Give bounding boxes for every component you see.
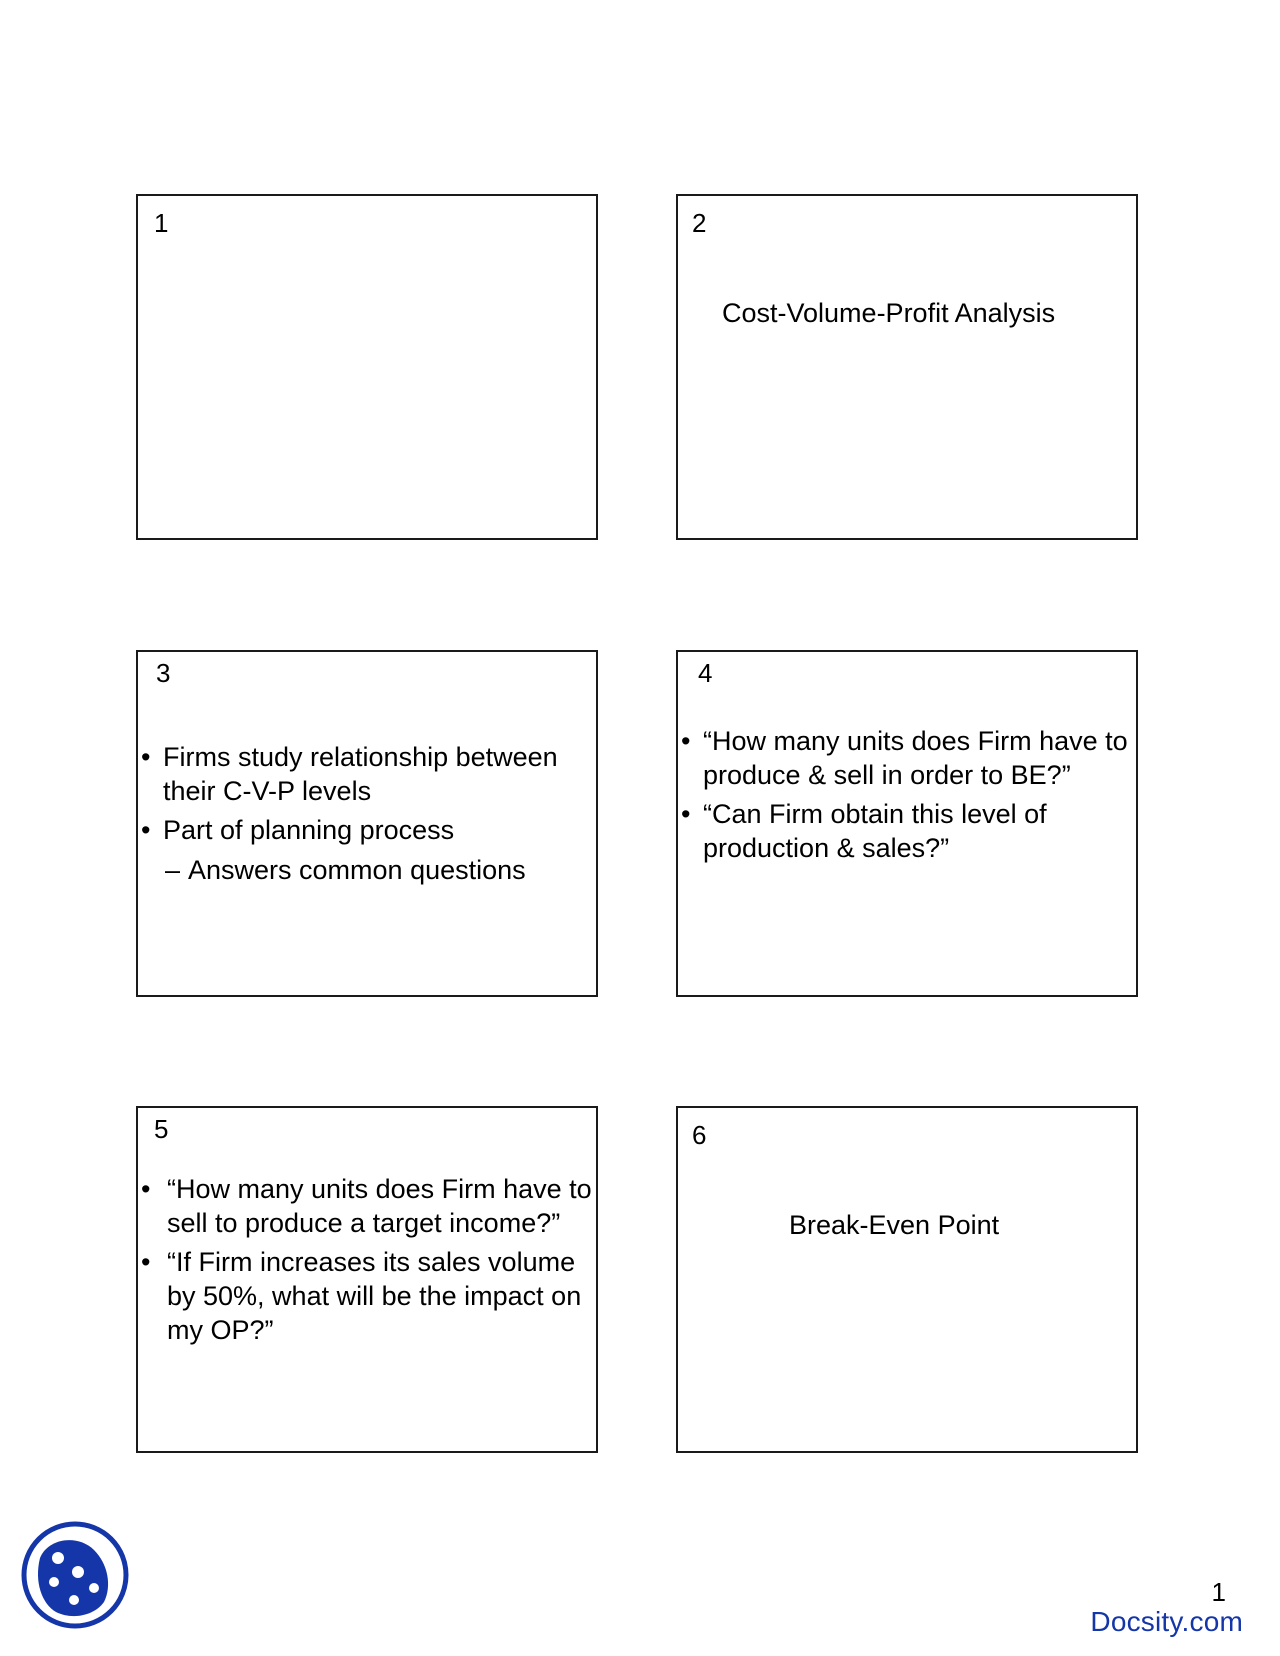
- slide-title: Cost-Volume-Profit Analysis: [722, 298, 1056, 328]
- bullet-list: [138, 1172, 593, 1347]
- bullet-text: Part of planning process: [163, 815, 455, 845]
- page-number: 1: [1211, 1577, 1226, 1607]
- slide-number: 5: [154, 1114, 169, 1144]
- slide-4: [676, 650, 1138, 997]
- bullet-text: “Can Firm obtain this level of production & sales?”: [703, 799, 1047, 863]
- bullet-text: “How many units does Firm have to sell to produce a target income?”: [167, 1174, 592, 1238]
- slide-number: 4: [698, 658, 713, 688]
- slide-3: [136, 650, 598, 997]
- bullet-item: [138, 740, 588, 808]
- bullet-text: “How many units does Firm have to produce & sell in order to BE?”: [703, 726, 1128, 790]
- bullet-marker: –: [165, 855, 181, 885]
- slide-6: [676, 1106, 1138, 1453]
- slide-title: Break-Even Point: [789, 1210, 1000, 1240]
- slide-2: [676, 194, 1138, 540]
- bullet-item: [138, 1245, 593, 1347]
- slide-5: [136, 1106, 598, 1453]
- slide-1: [136, 194, 598, 540]
- docsity-ladybug-logo-icon: [20, 1520, 130, 1630]
- bullet-item: [678, 724, 1133, 792]
- sub-bullet-item: [138, 853, 588, 887]
- bullet-item: [678, 797, 1133, 865]
- bullet-marker: •: [141, 742, 151, 772]
- bullet-marker: •: [681, 799, 691, 829]
- bullet-marker: •: [141, 815, 151, 845]
- slide-number: 6: [692, 1120, 707, 1150]
- slide-number: 2: [692, 208, 707, 238]
- docsity-link[interactable]: Docsity.com: [1090, 1606, 1243, 1637]
- bullet-marker: •: [681, 726, 691, 756]
- bullet-list: [138, 740, 588, 887]
- bullet-item: [138, 813, 588, 847]
- slide-number: 1: [154, 208, 169, 238]
- bullet-marker: •: [141, 1247, 151, 1277]
- bullet-text: Firms study relationship between their C-V-P levels: [163, 742, 558, 806]
- slide-number: 3: [156, 658, 171, 688]
- bullet-item: [138, 1172, 593, 1240]
- bullet-text: “If Firm increases its sales volume by 50%, what will be the impact on my OP?”: [167, 1247, 582, 1345]
- bullet-text: Answers common questions: [188, 855, 526, 885]
- bullet-marker: •: [141, 1174, 151, 1204]
- bullet-list: [678, 724, 1133, 865]
